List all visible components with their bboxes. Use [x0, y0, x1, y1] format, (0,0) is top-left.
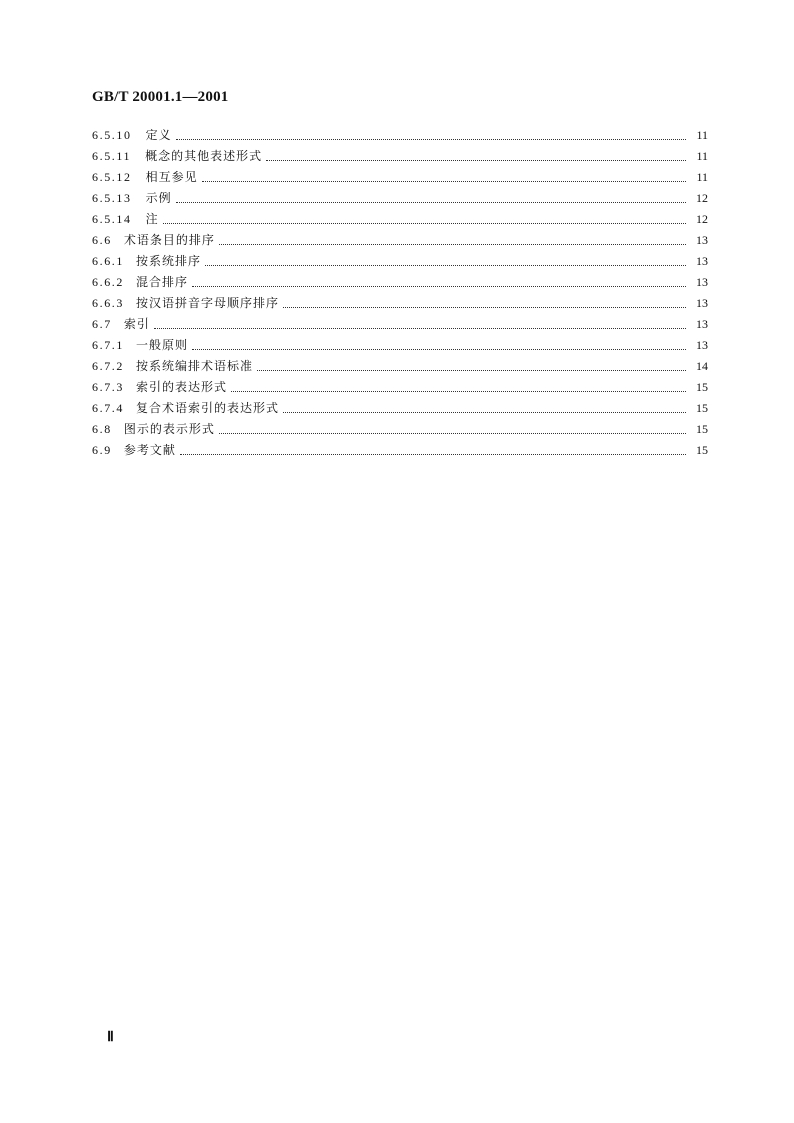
- dot-leader: [266, 159, 686, 161]
- toc-entry-title: 参考文献: [123, 443, 176, 457]
- toc-entry-title: 按系统编排术语标准: [136, 359, 254, 373]
- dot-leader: [219, 243, 686, 245]
- document-code-header: GB/T 20001.1—2001: [92, 89, 229, 105]
- toc-entry-page: 13: [696, 317, 708, 331]
- toc-entry-title: 按系统排序: [136, 254, 202, 268]
- toc-entry-number: 6.5.14: [92, 212, 132, 226]
- toc-entry[interactable]: [92, 314, 708, 335]
- toc-entry-number: 6.8: [92, 422, 112, 436]
- toc-entry-title: 索引: [123, 317, 150, 331]
- dot-leader: [202, 180, 686, 182]
- dot-leader: [231, 390, 686, 392]
- dot-leader: [283, 411, 686, 413]
- dot-leader: [163, 222, 686, 224]
- toc-entry-number: 6.7.1: [92, 338, 124, 352]
- toc-entry[interactable]: [92, 356, 708, 377]
- toc-entry[interactable]: [92, 377, 708, 398]
- toc-entry-number: 6.5.10: [92, 128, 132, 142]
- toc-entry-title: 索引的表达形式: [136, 380, 228, 394]
- toc-entry-number: 6.6.2: [92, 275, 124, 289]
- toc-entry-page: 13: [696, 296, 708, 310]
- toc-entry-title: 示例: [145, 191, 172, 205]
- toc-entry-title: 注: [145, 212, 159, 226]
- toc-entry-title: 按汉语拼音字母顺序排序: [136, 296, 280, 310]
- toc-entry-page: 13: [696, 275, 708, 289]
- toc-entry[interactable]: [92, 167, 708, 188]
- toc-entry-title: 术语条目的排序: [123, 233, 215, 247]
- dot-leader: [257, 369, 686, 371]
- toc-entry[interactable]: [92, 125, 708, 146]
- toc-entry[interactable]: [92, 293, 708, 314]
- dot-leader: [219, 432, 686, 434]
- toc-entry[interactable]: [92, 251, 708, 272]
- toc-entry[interactable]: [92, 209, 708, 230]
- toc-entry-number: 6.7.2: [92, 359, 124, 373]
- toc-entry[interactable]: [92, 440, 708, 461]
- toc-entry-number: 6.7.3: [92, 380, 124, 394]
- toc-entry-title: 混合排序: [136, 275, 189, 289]
- table-of-contents: [92, 125, 708, 461]
- dot-leader: [176, 201, 686, 203]
- toc-entry-title: 定义: [145, 128, 172, 142]
- toc-entry-number: 6.6.3: [92, 296, 124, 310]
- dot-leader: [192, 348, 686, 350]
- toc-entry-number: 6.9: [92, 443, 112, 457]
- toc-entry-title: 复合术语索引的表达形式: [136, 401, 280, 415]
- toc-entry[interactable]: [92, 188, 708, 209]
- toc-entry-page: 13: [696, 254, 708, 268]
- toc-entry[interactable]: [92, 419, 708, 440]
- toc-entry-page: 14: [696, 359, 708, 373]
- toc-entry-number: 6.6: [92, 233, 112, 247]
- toc-entry-page: 15: [696, 443, 708, 457]
- roman-page-number: Ⅱ: [107, 1030, 114, 1045]
- toc-entry-title: 一般原则: [136, 338, 189, 352]
- toc-entry-page: 11: [696, 170, 708, 184]
- toc-entry-number: 6.7.4: [92, 401, 124, 415]
- toc-entry-number: 6.5.13: [92, 191, 132, 205]
- toc-entry-page: 12: [696, 212, 708, 226]
- toc-entry-number: 6.5.12: [92, 170, 132, 184]
- toc-entry-page: 13: [696, 233, 708, 247]
- toc-entry-page: 15: [696, 380, 708, 394]
- toc-entry-page: 11: [696, 128, 708, 142]
- toc-entry[interactable]: [92, 398, 708, 419]
- toc-entry-page: 11: [696, 149, 708, 163]
- toc-entry-title: 相互参见: [145, 170, 198, 184]
- dot-leader: [205, 264, 686, 266]
- dot-leader: [192, 285, 686, 287]
- toc-entry[interactable]: [92, 272, 708, 293]
- toc-entry[interactable]: [92, 146, 708, 167]
- dot-leader: [176, 138, 686, 140]
- toc-entry-title: 概念的其他表述形式: [145, 149, 263, 163]
- toc-entry-number: 6.6.1: [92, 254, 124, 268]
- dot-leader: [154, 327, 686, 329]
- toc-entry-page: 12: [696, 191, 708, 205]
- dot-leader: [180, 453, 686, 455]
- toc-entry[interactable]: [92, 335, 708, 356]
- toc-entry-number: 6.7: [92, 317, 112, 331]
- toc-entry-page: 15: [696, 401, 708, 415]
- toc-entry-number: 6.5.11: [92, 149, 132, 163]
- toc-entry-page: 13: [696, 338, 708, 352]
- toc-entry[interactable]: [92, 230, 708, 251]
- toc-entry-title: 图示的表示形式: [123, 422, 215, 436]
- toc-entry-page: 15: [696, 422, 708, 436]
- dot-leader: [283, 306, 686, 308]
